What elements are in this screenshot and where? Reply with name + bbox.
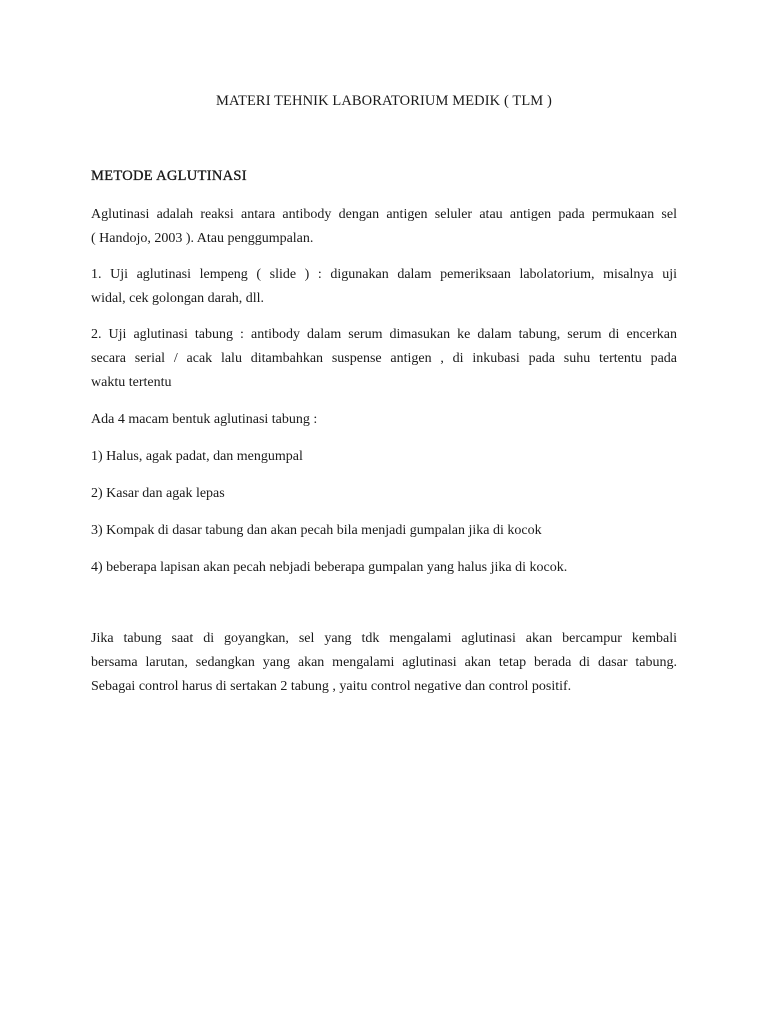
point-1-paragraph (91, 263, 677, 311)
intro-line-1: Aglutinasi adalah reaksi antara antibody dengan antigen seluler atau antigen pada permukaan sel (91, 207, 677, 222)
intro-paragraph (91, 203, 677, 251)
point-1-line-1: 1. Uji aglutinasi lempeng ( slide ) : digunakan dalam pemeriksaan labolatorium, misalnya uji (91, 267, 677, 282)
point-1-line-2: widal, cek golongan darah, dll. (91, 291, 265, 306)
point-2-line-2: secara serial / acak lalu ditambahkan suspense antigen , di inkubasi pada suhu tertentu pada (91, 351, 677, 366)
closing-line-2: bersama larutan, sedangkan yang akan mengalami aglutinasi akan tetap berada di dasar tabung. (91, 655, 677, 670)
list-lead: Ada 4 macam bentuk aglutinasi tabung : (91, 412, 318, 427)
document-title: MATERI TEHNIK LABORATORIUM MEDIK ( TLM ) (216, 93, 552, 109)
point-2-line-3: waktu tertentu (91, 375, 172, 390)
list-item: 3) Kompak di dasar tabung dan akan pecah bila menjadi gumpalan jika di kocok (91, 523, 542, 538)
intro-line-2: ( Handojo, 2003 ). Atau penggumpalan. (91, 231, 314, 246)
document-body (91, 166, 677, 699)
point-2-paragraph (91, 323, 677, 395)
closing-line-3: Sebagai control harus di sertakan 2 tabung , yaitu control negative dan control positif. (91, 679, 572, 694)
list-item: 1) Halus, agak padat, dan mengumpal (91, 449, 303, 464)
list-item: 2) Kasar dan agak lepas (91, 486, 225, 501)
section-heading: METODE AGLUTINASI (91, 168, 247, 184)
closing-paragraph (91, 627, 677, 699)
list-item: 4) beberapa lapisan akan pecah nebjadi beberapa gumpalan yang halus jika di kocok. (91, 560, 568, 575)
closing-line-1: Jika tabung saat di goyangkan, sel yang tdk mengalami aglutinasi akan bercampur kembali (91, 631, 677, 646)
point-2-line-1: 2. Uji aglutinasi tabung : antibody dalam serum dimasukan ke dalam tabung, serum di encerkan (91, 327, 677, 342)
